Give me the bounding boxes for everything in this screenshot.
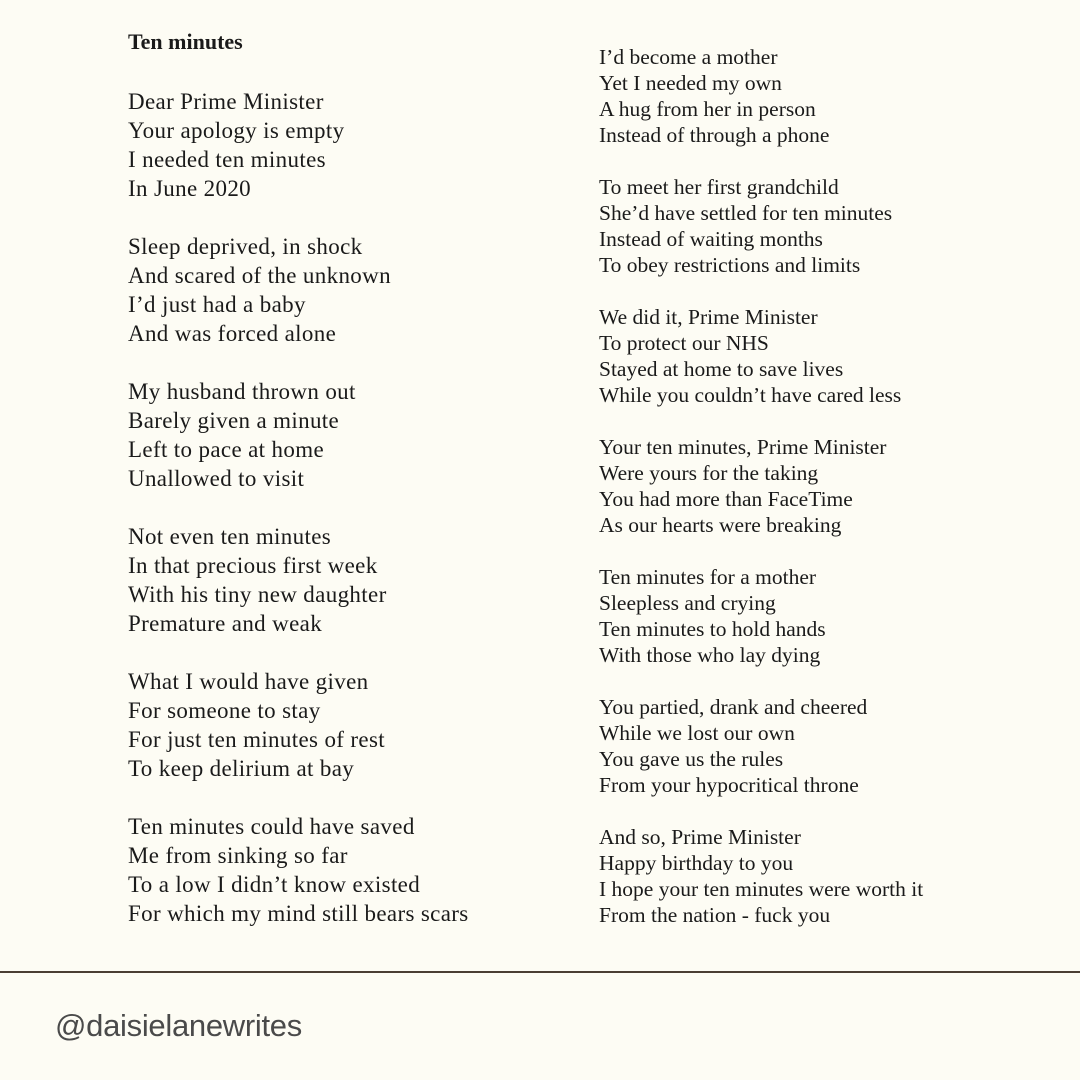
stanza: [128, 232, 548, 348]
poem-line: To a low I didn’t know existed: [128, 872, 421, 897]
footer-divider: [0, 971, 1080, 973]
poem-line: To meet her first grandchild: [599, 175, 839, 199]
poem-line: To obey restrictions and limits: [599, 253, 861, 277]
poem-line: Your ten minutes, Prime Minister: [599, 435, 887, 459]
poem-line: With his tiny new daughter: [128, 582, 387, 607]
poem-line: With those who lay dying: [599, 643, 821, 667]
poem-line: Dear Prime Minister: [128, 89, 324, 114]
poem-title: Ten minutes: [128, 29, 243, 54]
stanza: [128, 87, 548, 203]
poem-line: Stayed at home to save lives: [599, 357, 844, 381]
stanza: [599, 174, 1039, 278]
poem-line: Happy birthday to you: [599, 851, 794, 875]
stanza: [599, 304, 1039, 408]
stanza: [128, 667, 548, 783]
poem-line: Left to pace at home: [128, 437, 325, 462]
poem-line: She’d have settled for ten minutes: [599, 201, 893, 225]
poem-line: You gave us the rules: [599, 747, 784, 771]
poem-line: Ten minutes could have saved: [128, 814, 415, 839]
poem-line: While you couldn’t have cared less: [599, 383, 902, 407]
poem-line: For someone to stay: [128, 698, 321, 723]
poem-line: And scared of the unknown: [128, 263, 391, 288]
stanza: [128, 812, 548, 928]
poem-line: Me from sinking so far: [128, 843, 348, 868]
poem-line: From the nation - fuck you: [599, 903, 831, 927]
stanza: [128, 522, 548, 638]
poem-line: And so, Prime Minister: [599, 825, 801, 849]
poem-line: Instead of through a phone: [599, 123, 830, 147]
poem-line: A hug from her in person: [599, 97, 816, 121]
poem-line: I’d just had a baby: [128, 292, 306, 317]
poem-line: In June 2020: [128, 176, 252, 201]
poem-line: Ten minutes for a mother: [599, 565, 817, 589]
poem-line: Barely given a minute: [128, 408, 340, 433]
poem-right-column: [599, 44, 1039, 954]
poem-line: Sleep deprived, in shock: [128, 234, 363, 259]
poem-line: To protect our NHS: [599, 331, 769, 355]
poem-line: Not even ten minutes: [128, 524, 332, 549]
poem-line: Ten minutes to hold hands: [599, 617, 826, 641]
poem-line: And was forced alone: [128, 321, 337, 346]
poem-line: Instead of waiting months: [599, 227, 823, 251]
poem-line: You had more than FaceTime: [599, 487, 853, 511]
poem-line: From your hypocritical throne: [599, 773, 859, 797]
stanza: [599, 434, 1039, 538]
stanza: [599, 564, 1039, 668]
poem-line: Yet I needed my own: [599, 71, 782, 95]
poem-line: I hope your ten minutes were worth it: [599, 877, 924, 901]
stanza: [599, 44, 1039, 148]
poem-line: Sleepless and crying: [599, 591, 776, 615]
poem-left-column: [128, 87, 548, 957]
poem-line: You partied, drank and cheered: [599, 695, 868, 719]
stanza: [599, 824, 1039, 928]
poem-line: I’d become a mother: [599, 45, 778, 69]
poem-line: To keep delirium at bay: [128, 756, 355, 781]
poem-line: Unallowed to visit: [128, 466, 305, 491]
poem-line: Premature and weak: [128, 611, 323, 636]
poem-line: In that precious first week: [128, 553, 378, 578]
author-handle: @daisielanewrites: [55, 1008, 302, 1043]
poem-line: I needed ten minutes: [128, 147, 326, 172]
poem-line: Your apology is empty: [128, 118, 345, 143]
poem-line: What I would have given: [128, 669, 369, 694]
poem-line: While we lost our own: [599, 721, 795, 745]
poem-line: As our hearts were breaking: [599, 513, 842, 537]
poem-line: We did it, Prime Minister: [599, 305, 818, 329]
stanza: [599, 694, 1039, 798]
poem-line: My husband thrown out: [128, 379, 356, 404]
poem-line: For which my mind still bears scars: [128, 901, 469, 926]
poem-line: Were yours for the taking: [599, 461, 819, 485]
stanza: [128, 377, 548, 493]
poem-line: For just ten minutes of rest: [128, 727, 386, 752]
